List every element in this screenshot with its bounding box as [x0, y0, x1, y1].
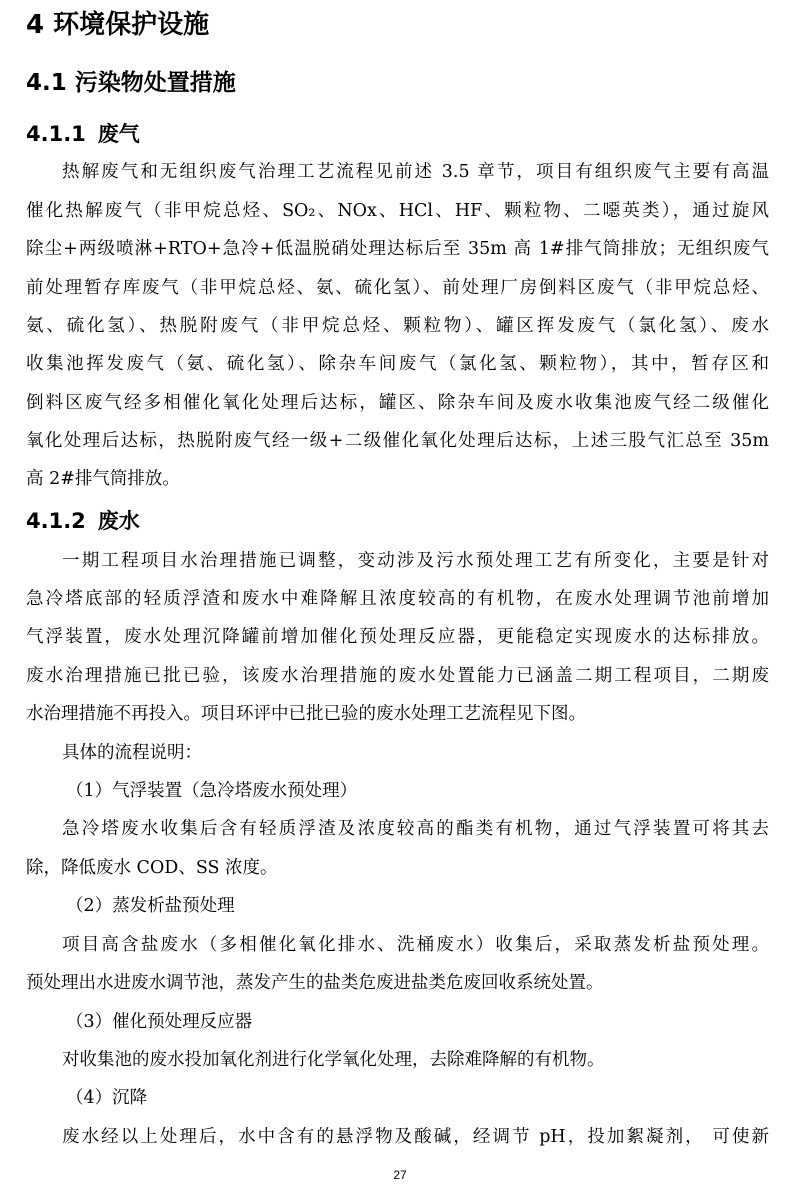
- paragraph-line: 氧化处理后达标，热脱附废气经一级+二级催化氧化处理后达标，上述三股气汇总至 35m: [26, 431, 769, 451]
- paragraph-line: 项目高含盐废水（多相催化氧化排水、洗桶废水）收集后，采取蒸发析盐预处理。: [62, 935, 769, 955]
- paragraph-line: 高 2#排气筒排放。: [26, 469, 180, 489]
- subsection-number: 4.1.1: [26, 122, 86, 146]
- list-item-heading: （1）气浮装置（急冷塔废水预处理）: [66, 781, 358, 801]
- paragraph-line: 一期工程项目水治理措施已调整，变动涉及污水预处理工艺有所变化，主要是针对: [62, 551, 769, 571]
- subsection-number: 4.1.2: [26, 509, 86, 533]
- paragraph-line: 倒料区废气经多相催化氧化处理后达标，罐区、除杂车间及废水收集池废气经二级催化: [26, 393, 769, 413]
- paragraph-line: 对收集池的废水投加氧化剂进行化学氧化处理，去除难降解的有机物。: [62, 1050, 605, 1070]
- paragraph-line: 废水治理措施已批已验，该废水治理措施的废水处置能力已涵盖二期工程项目，二期废: [26, 666, 769, 686]
- subsection-title: 废水: [97, 509, 140, 533]
- paragraph-line: 收集池挥发废气（氨、硫化氢）、除杂车间废气（氯化氢、颗粒物），其中，暂存区和: [26, 354, 769, 374]
- paragraph-line: 气浮装置，废水处理沉降罐前增加催化预处理反应器，更能稳定实现废水的达标排放。: [26, 627, 769, 647]
- subsection-heading-water: [26, 504, 140, 538]
- paragraph-line: 催化热解废气（非甲烷总烃、SO₂、NOx、HCl、HF、颗粒物、二噁英类），通过旋风: [26, 201, 769, 221]
- paragraph-line: 水治理措施不再投入。项目环评中已批已验的废水处理工艺流程见下图。: [26, 704, 586, 724]
- subsection-title: 废气: [97, 122, 140, 146]
- paragraph-line: 热解废气和无组织废气治理工艺流程见前述 3.5 章节，项目有组织废气主要有高温: [62, 162, 769, 182]
- paragraph-line: 除，降低废水 COD、SS 浓度。: [26, 858, 278, 878]
- paragraph-line: 急冷塔底部的轻质浮渣和废水中难降解且浓度较高的有机物，在废水处理调节池前增加: [26, 589, 769, 609]
- paragraph-line: 具体的流程说明：: [62, 743, 202, 763]
- list-item-heading: （4）沉降: [66, 1088, 148, 1108]
- chapter-heading: 4 环境保护设施: [26, 10, 210, 40]
- paragraph-line: 氨、硫化氢）、热脱附废气（非甲烷总烃、颗粒物）、罐区挥发废气（氯化氢）、废水: [26, 316, 769, 336]
- list-item-heading: （2）蒸发析盐预处理: [66, 896, 235, 916]
- paragraph-line: 前处理暂存库废气（非甲烷总烃、氨、硫化氢）、前处理厂房倒料区废气（非甲烷总烃、: [26, 278, 769, 298]
- paragraph-line: 废水经以上处理后，水中含有的悬浮物及酸碱，经调节 pH，投加絮凝剂， 可使新: [62, 1127, 769, 1147]
- section-heading: 4.1 污染物处置措施: [26, 70, 236, 96]
- subsection-heading-gas: [26, 117, 140, 151]
- paragraph-line: 预处理出水进废水调节池，蒸发产生的盐类危废进盐类危废回收系统处置。: [26, 973, 604, 993]
- list-item-heading: （3）催化预处理反应器: [66, 1012, 253, 1032]
- paragraph-line: 急冷塔废水收集后含有轻质浮渣及浓度较高的酯类有机物，通过气浮装置可将其去: [62, 819, 769, 839]
- page-number: 27: [393, 1168, 407, 1182]
- paragraph-line: 除尘+两级喷淋+RTO+急冷+低温脱硝处理达标后至 35m 高 1#排气筒排放；无组织废气: [26, 239, 769, 259]
